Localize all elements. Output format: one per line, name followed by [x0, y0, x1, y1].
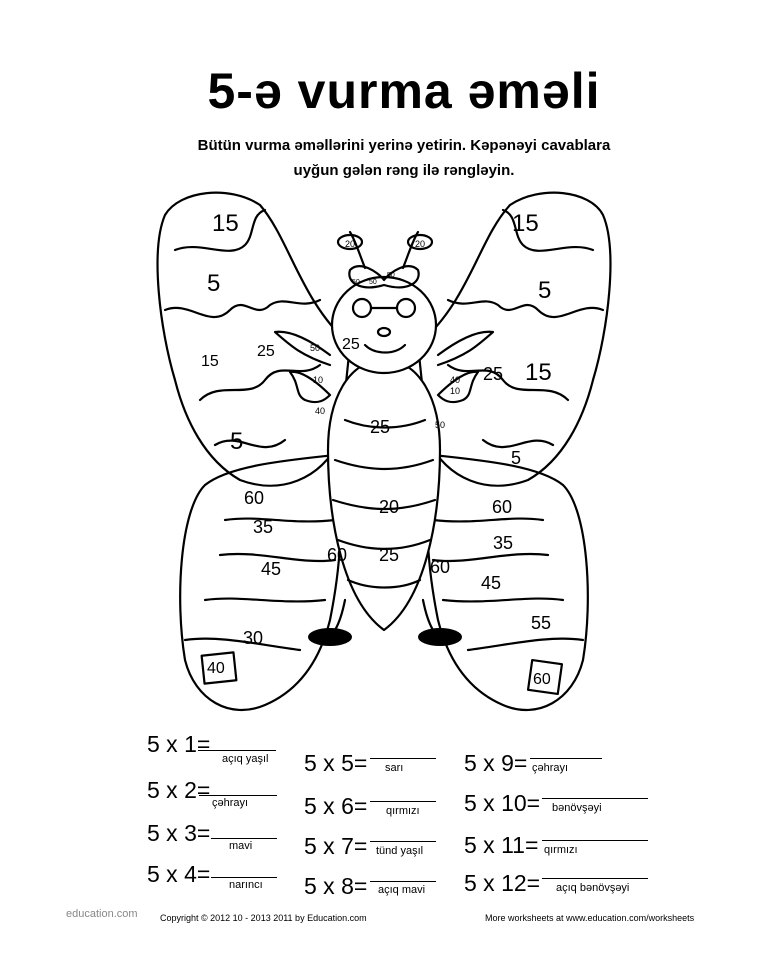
small-number: 50 [387, 272, 395, 279]
answer-label: qırmızı [386, 805, 420, 817]
copyright-text: Copyright © 2012 10 - 2013 2011 by Education.com [160, 913, 367, 923]
problem-4: 5 x 4= [147, 861, 211, 887]
answer-line [530, 758, 602, 759]
problem-7: 5 x 7= [304, 833, 368, 859]
small-number: 50 [369, 279, 377, 286]
wing-number: 30 [243, 628, 264, 648]
answer-label: çəhrayı [532, 762, 569, 774]
problem-9: 5 x 9= [464, 750, 528, 776]
problem-6: 5 x 6= [304, 793, 368, 819]
small-number: 20 [345, 239, 356, 249]
page-title: 5-ə vurma əməli [207, 63, 601, 119]
wing-number: 25 [342, 336, 360, 353]
answer-line [370, 881, 436, 882]
answer-line [542, 798, 648, 799]
small-number: 40 [450, 375, 461, 385]
wing-number: 5 [230, 428, 244, 455]
wing-number: 60 [244, 488, 265, 508]
wing-number: 25 [379, 545, 400, 565]
problem-1: 5 x 1= [147, 731, 211, 757]
wing-number: 45 [481, 573, 502, 593]
wing-number: 35 [493, 533, 514, 553]
small-number: 50 [435, 420, 446, 430]
answer-line [198, 750, 276, 751]
lower-right-wing [428, 455, 588, 710]
upper-left-wing [158, 193, 350, 486]
problem-5: 5 x 5= [304, 750, 368, 776]
wing-number: 20 [379, 497, 400, 517]
answer-line [199, 795, 277, 796]
answer-label: açıq mavi [378, 884, 426, 896]
wing-number: 5 [207, 270, 221, 297]
wing-number: 60 [492, 497, 513, 517]
wing-number: 60 [430, 557, 451, 577]
small-number: 10 [450, 386, 461, 396]
answer-label: qırmızı [544, 844, 578, 856]
wing-number: 15 [512, 210, 539, 237]
answer-line [370, 801, 436, 802]
answer-label: narıncı [229, 879, 263, 891]
wing-number: 45 [261, 559, 282, 579]
answer-label: çəhrayı [212, 797, 249, 809]
wing-number: 15 [212, 210, 239, 237]
answer-line [211, 877, 277, 878]
answer-line [370, 758, 436, 759]
problem-3: 5 x 3= [147, 820, 211, 846]
answer-label: mavi [229, 840, 253, 852]
wing-number: 25 [370, 417, 391, 437]
wing-number: 25 [257, 343, 275, 360]
wing-number: 55 [531, 613, 552, 633]
more-worksheets-link[interactable]: More worksheets at www.education.com/worksheets [485, 913, 695, 923]
answer-line [370, 841, 436, 842]
wing-number: 5 [538, 277, 552, 304]
left-foot [308, 628, 352, 646]
problem-11: 5 x 11= [464, 832, 539, 858]
answer-label: bənövşəyi [552, 802, 602, 814]
wing-number: 25 [483, 364, 504, 384]
education-logo[interactable]: education.com [66, 908, 138, 920]
small-number: 20 [415, 239, 426, 249]
answer-line [211, 838, 277, 839]
instructions-line-1: Bütün vurma əməllərini yerinə yetirin. Kəpənəyi cavablara [197, 137, 611, 154]
wing-number: 15 [525, 359, 552, 386]
instructions-line-2: uyğun gələn rəng ilə rəngləyin. [293, 162, 515, 179]
problem-10: 5 x 10= [464, 790, 541, 816]
answer-line [542, 840, 648, 841]
answer-label: açıq bənövşəyi [556, 882, 630, 894]
answer-line [542, 878, 648, 879]
answer-label: açıq yaşıl [222, 753, 269, 765]
wing-number: 15 [201, 353, 219, 370]
butterfly-body [328, 360, 440, 630]
small-number: 10 [313, 375, 324, 385]
wing-number: 60 [327, 545, 348, 565]
problem-2: 5 x 2= [147, 777, 211, 803]
butterfly-head [332, 277, 436, 373]
wing-number: 5 [511, 448, 522, 468]
wing-number: 40 [207, 660, 225, 677]
answer-label: sarı [385, 762, 404, 774]
problem-12: 5 x 12= [464, 870, 541, 896]
small-number: 50 [352, 279, 360, 286]
wing-number: 60 [533, 671, 551, 688]
problem-8: 5 x 8= [304, 873, 368, 899]
small-number: 40 [315, 406, 326, 416]
small-number: 50 [310, 343, 321, 353]
answer-label: tünd yaşıl [376, 845, 424, 857]
wing-number: 35 [253, 517, 274, 537]
right-foot [418, 628, 462, 646]
